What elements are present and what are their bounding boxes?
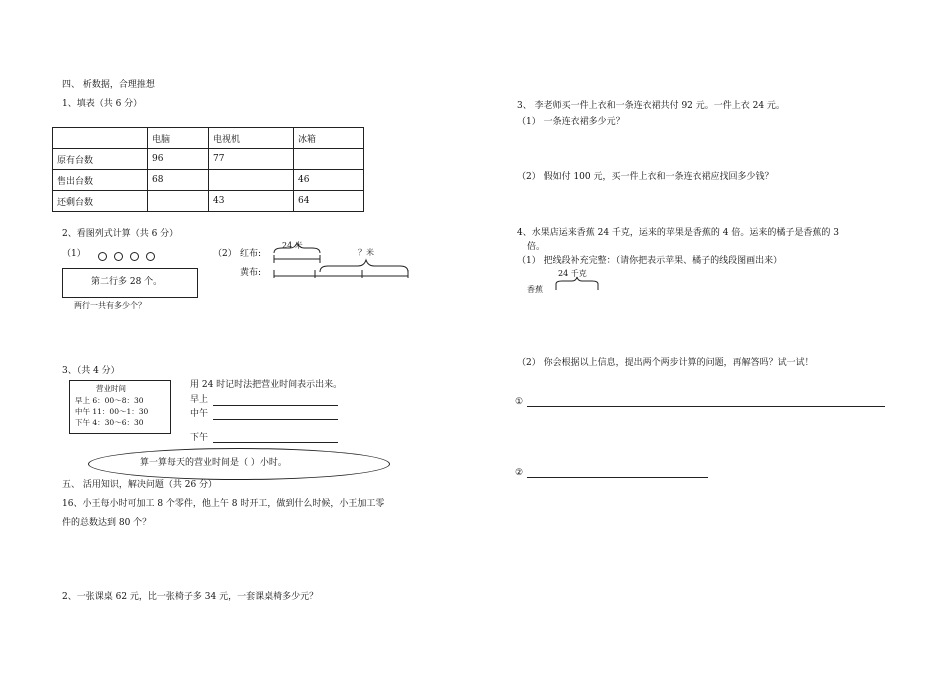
- circle-icon: [146, 252, 155, 261]
- answer2-line[interactable]: [527, 477, 708, 478]
- right-q4-1: （1） 把线段补充完整：（请你把表示苹果、橘子的线段图画出来）: [517, 256, 783, 266]
- q3-instruction: 用 24 时记时法把营业时间表示出来。: [190, 380, 343, 390]
- red-cloth-label: 红布:: [240, 249, 262, 259]
- q2-part1-label: （1）: [62, 249, 86, 259]
- q3-noon-label: 中午: [190, 409, 209, 419]
- table-cell: 96: [148, 149, 209, 170]
- right-q3-2: （2） 假如付 100 元，买一件上衣和一条连衣裙应找回多少钱？: [517, 172, 774, 182]
- table-cell: [148, 191, 209, 212]
- q16-line1: 16、小王每小时可加工 8 个零件，他上午 8 时开工，做到什么时候，小王加工零: [62, 499, 385, 509]
- q16-line2: 件的总数达到 80 个？: [62, 518, 152, 528]
- business-hours-box: [69, 380, 171, 434]
- table-cell: 64: [294, 191, 364, 212]
- banana-length-label: 24 千克: [558, 269, 587, 278]
- morning-answer-line[interactable]: [213, 405, 338, 406]
- banana-label: 香蕉: [527, 285, 543, 294]
- table-cell: [53, 128, 148, 149]
- yellow-cloth-label: 黄布:: [240, 268, 262, 278]
- noon-answer-line[interactable]: [213, 419, 338, 420]
- fill-table: [52, 127, 364, 212]
- right-q3-1: （1） 一条连衣裙多少元？: [517, 117, 625, 127]
- table-row: [53, 149, 364, 170]
- q1-title: 1、填表（共 6 分）: [62, 99, 143, 109]
- table-header-cell: 电视机: [209, 128, 294, 149]
- right-q4-line2: 倍。: [527, 242, 546, 252]
- table-cell: 77: [209, 149, 294, 170]
- q3-afternoon-label: 下午: [190, 433, 209, 443]
- table-header-row: [53, 128, 364, 149]
- table-cell: 43: [209, 191, 294, 212]
- section4-title: 四、 析数据，合理推想: [62, 80, 155, 90]
- circle-icon: [114, 252, 123, 261]
- afternoon-answer-line[interactable]: [213, 442, 338, 443]
- q3-title: 3、（共 4 分）: [62, 366, 120, 376]
- table-cell: 68: [148, 170, 209, 191]
- table-cell: 46: [294, 170, 364, 191]
- unknown-length: ？米: [358, 248, 374, 257]
- table-header-cell: 冰箱: [294, 128, 364, 149]
- right-q3: 3、 李老师买一件上衣和一条连衣裙共付 92 元。一件上衣 24 元。: [517, 101, 785, 111]
- table-row-label: 原有台数: [53, 149, 148, 170]
- q2-title: 2、看图列式计算（共 6 分）: [62, 229, 179, 239]
- red-cloth-length: 24 米: [282, 241, 303, 250]
- q2-part1-question: 两行一共有多少个？: [74, 301, 146, 310]
- banana-segment-icon: [554, 276, 602, 294]
- hours-afternoon: 下午 4：30～6：30: [75, 418, 144, 427]
- answer2-marker: ②: [515, 468, 524, 478]
- right-q4-2: （2） 你会根据以上信息，提出两个两步计算的问题，再解答吗？试一试！: [517, 358, 814, 368]
- section5-q2: 2、一张课桌 62 元，比一张椅子多 34 元，一套课桌椅多少元？: [62, 592, 319, 602]
- q3-bubble-text: 算一算每天的营业时间是（ ）小时。: [140, 458, 287, 468]
- section5-title: 五、 活用知识，解决问题（共 26 分）: [62, 480, 218, 490]
- q2-part1-box: [62, 268, 198, 298]
- circle-icon: [98, 252, 107, 261]
- q2-part1-box-text: 第二行多 28 个。: [91, 277, 163, 287]
- q2-part2-label: （2）: [213, 249, 237, 259]
- table-row-label: 还剩台数: [53, 191, 148, 212]
- hours-morning: 早上 6：00～8：30: [75, 396, 144, 405]
- business-hours-title: 营业时间: [96, 384, 126, 393]
- table-cell: [209, 170, 294, 191]
- answer1-marker: ①: [515, 397, 524, 407]
- hours-noon: 中午 11：00～1：30: [75, 407, 149, 416]
- table-row-label: 售出台数: [53, 170, 148, 191]
- circle-icon: [130, 252, 139, 261]
- q3-morning-label: 早上: [190, 395, 209, 405]
- right-q4-line1: 4、水果店运来香蕉 24 千克，运来的苹果是香蕉的 4 倍。运来的橘子是香蕉的 3: [517, 228, 839, 238]
- table-header-cell: 电脑: [148, 128, 209, 149]
- table-row: [53, 170, 364, 191]
- table-row: [53, 191, 364, 212]
- answer1-line[interactable]: [527, 406, 885, 407]
- table-cell: [294, 149, 364, 170]
